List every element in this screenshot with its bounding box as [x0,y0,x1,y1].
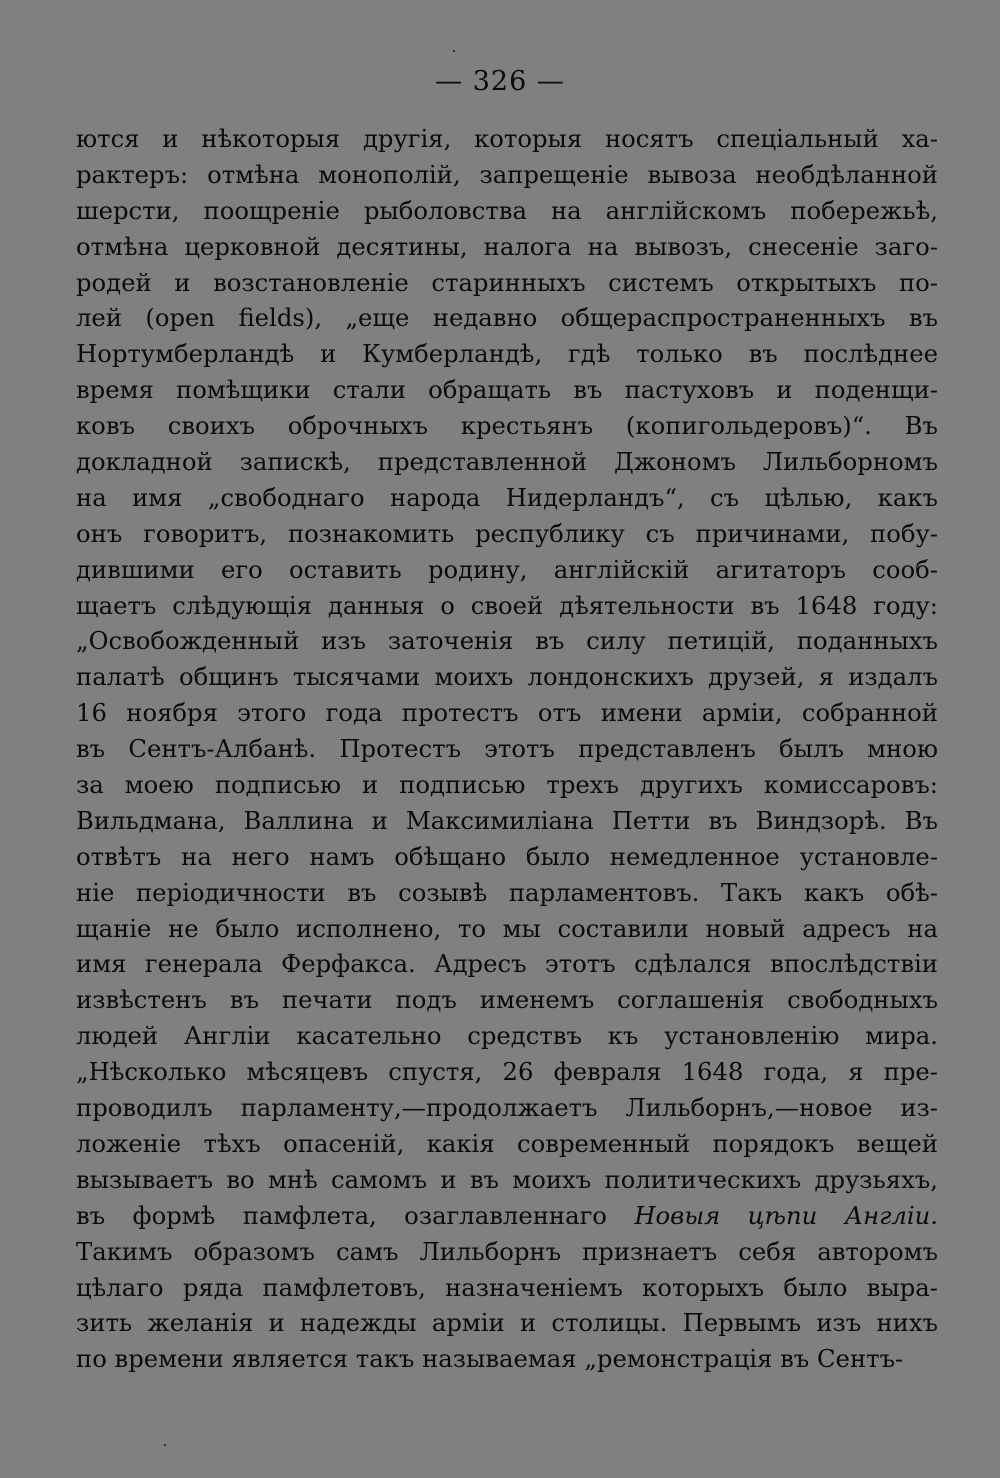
text-line: щаніе не было исполнено, то мы составили новый адресъ на [76,913,938,943]
text-line: дившими его оставить родину, англійскій агитаторъ сооб- [76,554,938,584]
text-line: Вильдмана, Валлина и Максимиліана Петти въ Виндзорѣ. Въ [76,805,938,835]
text-line: имя генерала Ферфакса. Адресъ этотъ сдѣлался впослѣдствіи [76,949,938,979]
text-line: извѣстенъ въ печати подъ именемъ соглашенія свободныхъ [76,985,938,1015]
text-line: „Нѣсколько мѣсяцевъ спустя, 26 февраля 1648 года, я пре- [76,1057,938,1087]
text-line: за моею подписью и подписью трехъ другихъ комиссаровъ: [76,770,938,800]
scan-speck [164,1444,166,1446]
scan-speck [453,50,455,52]
text-line: Такимъ образомъ самъ Лильборнъ признаетъ себя авторомъ [76,1236,938,1266]
text-line: проводилъ парламенту,—продолжаетъ Лильборнъ,—новое из- [76,1093,938,1123]
text-line: щаетъ слѣдующія данныя о своей дѣятельности въ 1648 году: [76,590,938,620]
text-line: въ Сентъ-Албанѣ. Протестъ этотъ представленъ былъ мною [76,734,938,764]
text-line: время помѣщики стали обращать въ пастуховъ и поденщи- [76,375,938,405]
text-line: онъ говоритъ, познакомить республику съ причинами, побу- [76,518,938,548]
text-line: ковъ своихъ оброчныхъ крестьянъ (копигольдеровъ)“. Въ [76,411,938,441]
text-line: шерсти, поощреніе рыболовства на англійскомъ побережьѣ, [76,195,938,225]
text-line: родей и возстановленіе старинныхъ системъ открытыхъ по- [76,267,938,297]
text-line: зить желанія и надежды арміи и столицы. Первымъ изъ нихъ [76,1308,938,1338]
text-line: цѣлаго ряда памфлетовъ, назначеніемъ которыхъ было выра- [76,1272,938,1302]
text-line-with-title [76,1198,938,1234]
text-line: вызываетъ во мнѣ самомъ и въ моихъ политическихъ друзьяхъ, [76,1164,938,1194]
text-line: отвѣтъ на него намъ обѣщано было немедленное установле- [76,841,938,871]
text-line: 16 ноября этого года протестъ отъ имени арміи, собранной [76,698,938,728]
pamphlet-title: Новыя цѣпи Англіи. [634,1200,938,1230]
page-number: — 326 — [435,66,565,97]
text-line: лей (open fields), „еще недавно общераспространенныхъ въ [76,303,938,333]
text-line: „Освобожденный изъ заточенія въ силу петицій, поданныхъ [76,626,938,656]
text-line: на имя „свободнаго народа Нидерландъ“, съ цѣлью, какъ [76,482,938,512]
text-line: ложеніе тѣхъ опасеній, какія современный порядокъ вещей [76,1128,938,1158]
text-segment: въ формѣ памфлета, озаглавленнаго [76,1200,607,1230]
text-line: по времени является такъ называемая „ремонстрація въ Сентъ- [76,1344,904,1374]
text-line: Нортумберландѣ и Кумберландѣ, гдѣ только въ послѣднее [76,339,938,369]
text-line: людей Англіи касательно средствъ къ установленію мира. [76,1021,938,1051]
text-line: ніе періодичности въ созывѣ парламентовъ. Такъ какъ обѣ- [76,877,938,907]
text-line: ются и нѣкоторыя другія, которыя носятъ спеціальный ха- [76,124,938,153]
text-line: рактеръ: отмѣна монополій, запрещеніе вывоза необдѣланной [76,159,938,189]
text-line: докладной запискѣ, представленной Джономъ Лильборномъ [76,447,938,477]
text-line: отмѣна церковной десятины, налога на вывозъ, снесеніе заго- [76,231,938,261]
body-text [76,121,938,1377]
text-line: палатѣ общинъ тысячами моихъ лондонскихъ друзей, я издалъ [76,662,938,692]
